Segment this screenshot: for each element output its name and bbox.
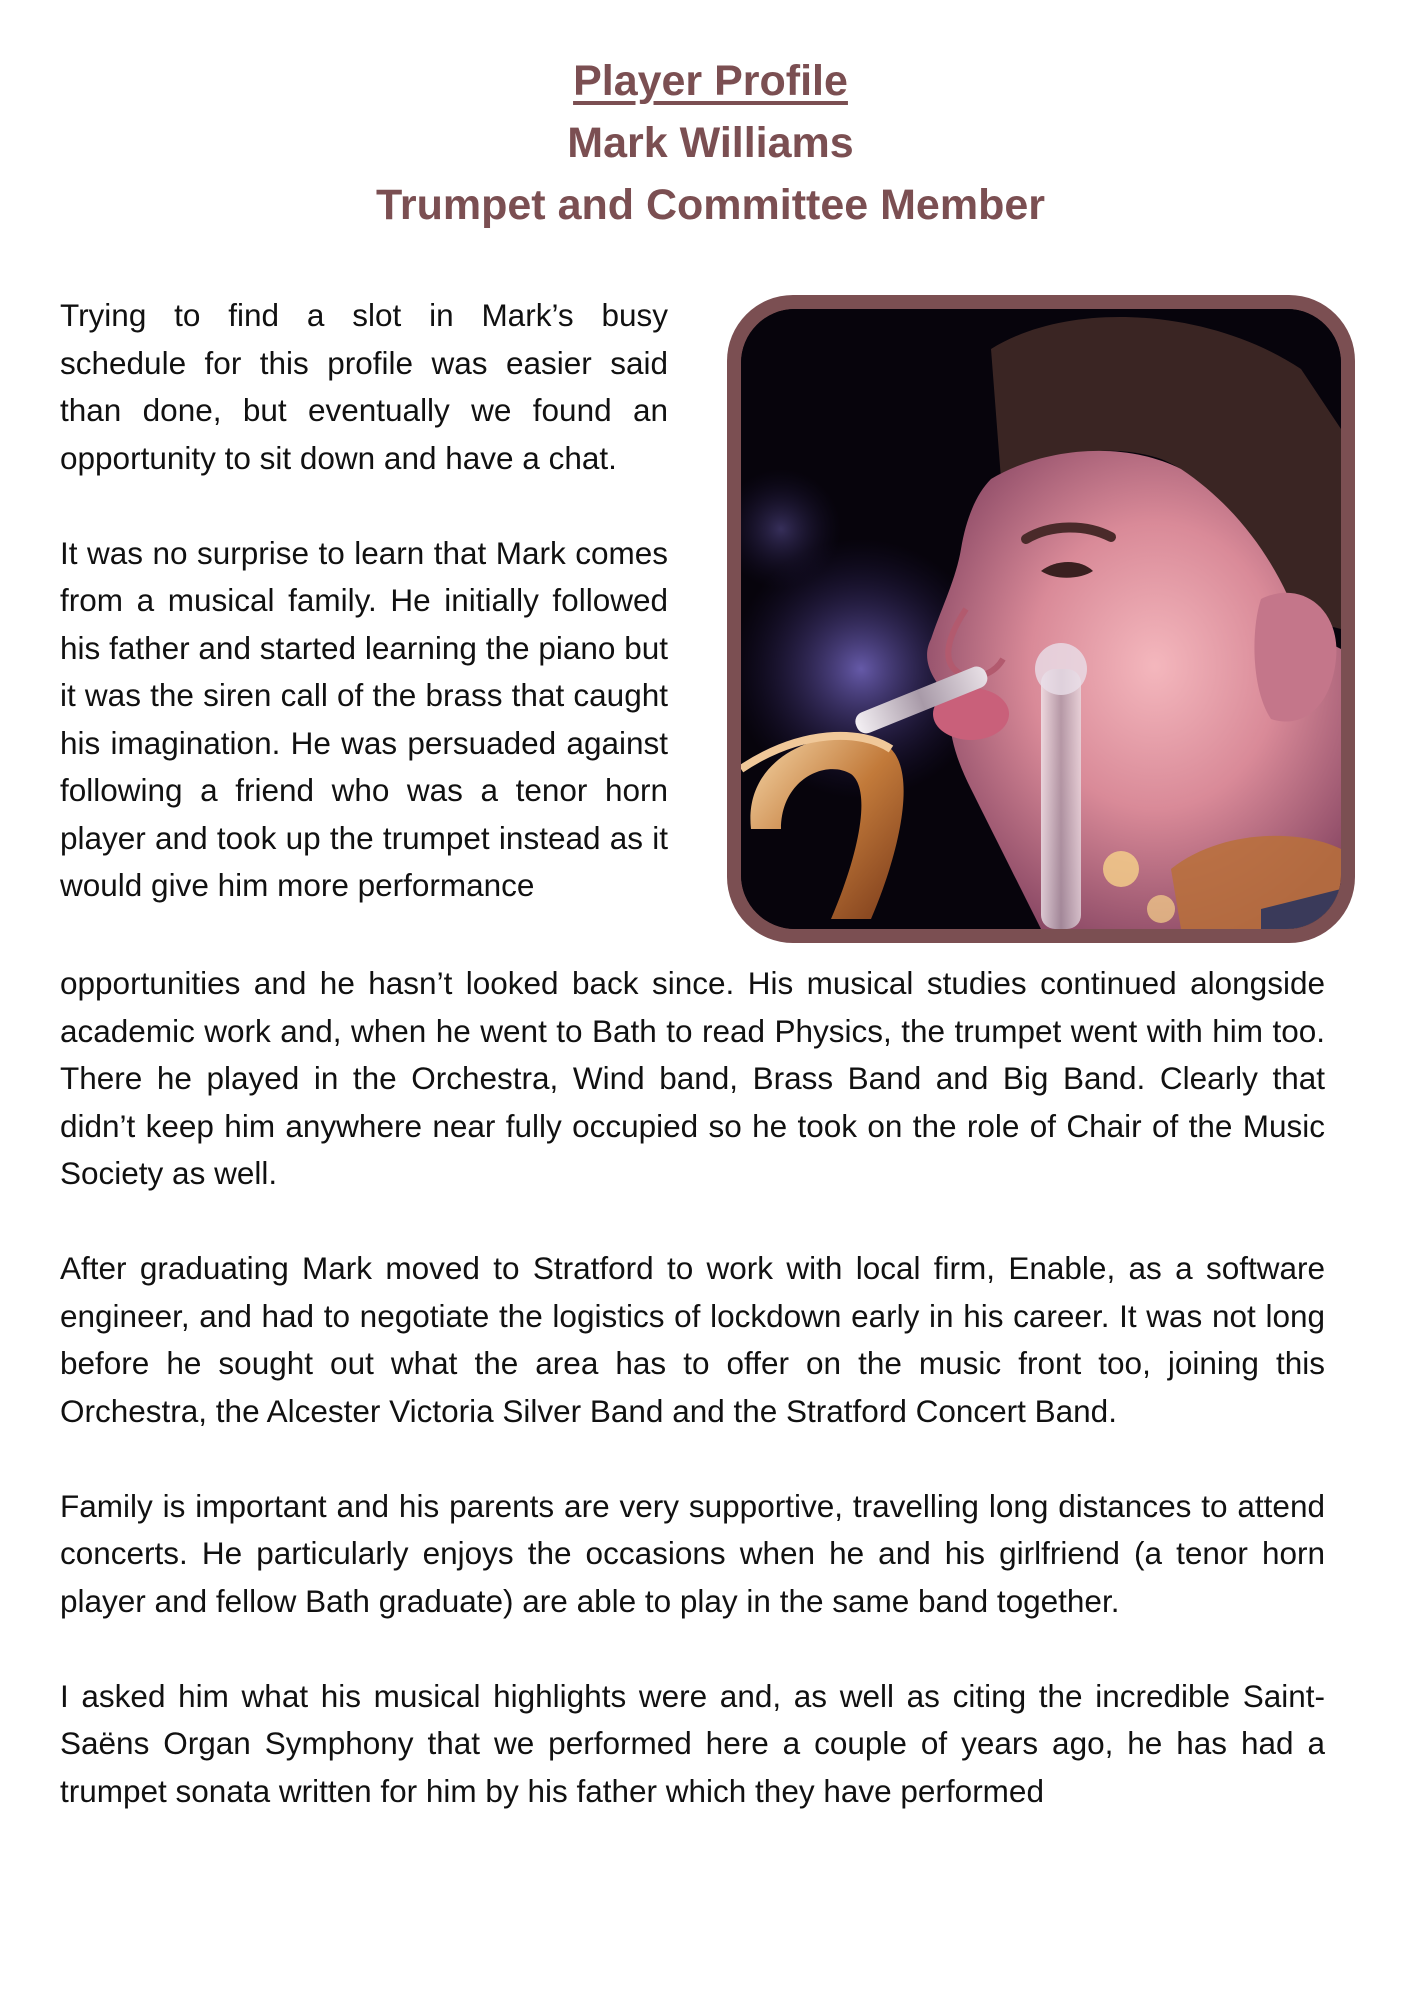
paragraph-family-continued: opportunities and he hasn’t looked back since. His musical studies continued alongside academic work and, when he went to Bath to read Physics, the trumpet went with him too. There he played in the Orchestra, Wind band, Brass Band and Big Band. Clearly that didn’t keep him anywhere near fully occupied so he took on the role of Chair of the Music Society as well. xyxy=(60,965,1325,1191)
portrait-frame xyxy=(727,295,1355,943)
paragraph-family-support: Family is important and his parents are very supportive, travelling long distances to attend concerts. He particularly enjoys the occasions when he and his girlfriend (a tenor horn player and fellow Bath graduate) are able to play in the same band together. xyxy=(60,1487,1325,1619)
paragraph-intro: Trying to find a slot in Mark’s busy schedule for this profile was easier said than done, but eventually we found an opportunity to sit down and have a chat. xyxy=(60,297,668,476)
header xyxy=(0,50,1415,236)
intro-column xyxy=(60,292,668,910)
player-name: Mark Williams xyxy=(567,119,854,167)
paragraph-highlights: I asked him what his musical highlights were and, as well as citing the incredible Saint-Saëns Organ Symphony that we performed here a couple of years ago, he has had a trumpet sonata written for him by his father which they have performed xyxy=(60,1677,1325,1809)
portrait-photo xyxy=(741,309,1341,929)
portrait-illustration xyxy=(741,309,1341,929)
paragraph-career: After graduating Mark moved to Stratford to work with local firm, Enable, as a software engineer, and had to negotiate the logistics of lockdown early in his career. It was not long before he sought out what the area has to offer on the music front too, joining this Orchestra, the Alcester Victoria Silver Band and the Stratford Concert Band. xyxy=(60,1250,1325,1429)
player-role: Trumpet and Committee Member xyxy=(376,181,1045,229)
main-column xyxy=(60,960,1325,1815)
paragraph-family-start: It was no surprise to learn that Mark comes from a musical family. He initially followed his father and started learning the piano but it was the siren call of the brass that caught his imagination. He was persuaded against following a friend who was a tenor horn player and took up the trumpet instead as it would give him more performance xyxy=(60,534,668,903)
page-title: Player Profile xyxy=(573,57,848,105)
